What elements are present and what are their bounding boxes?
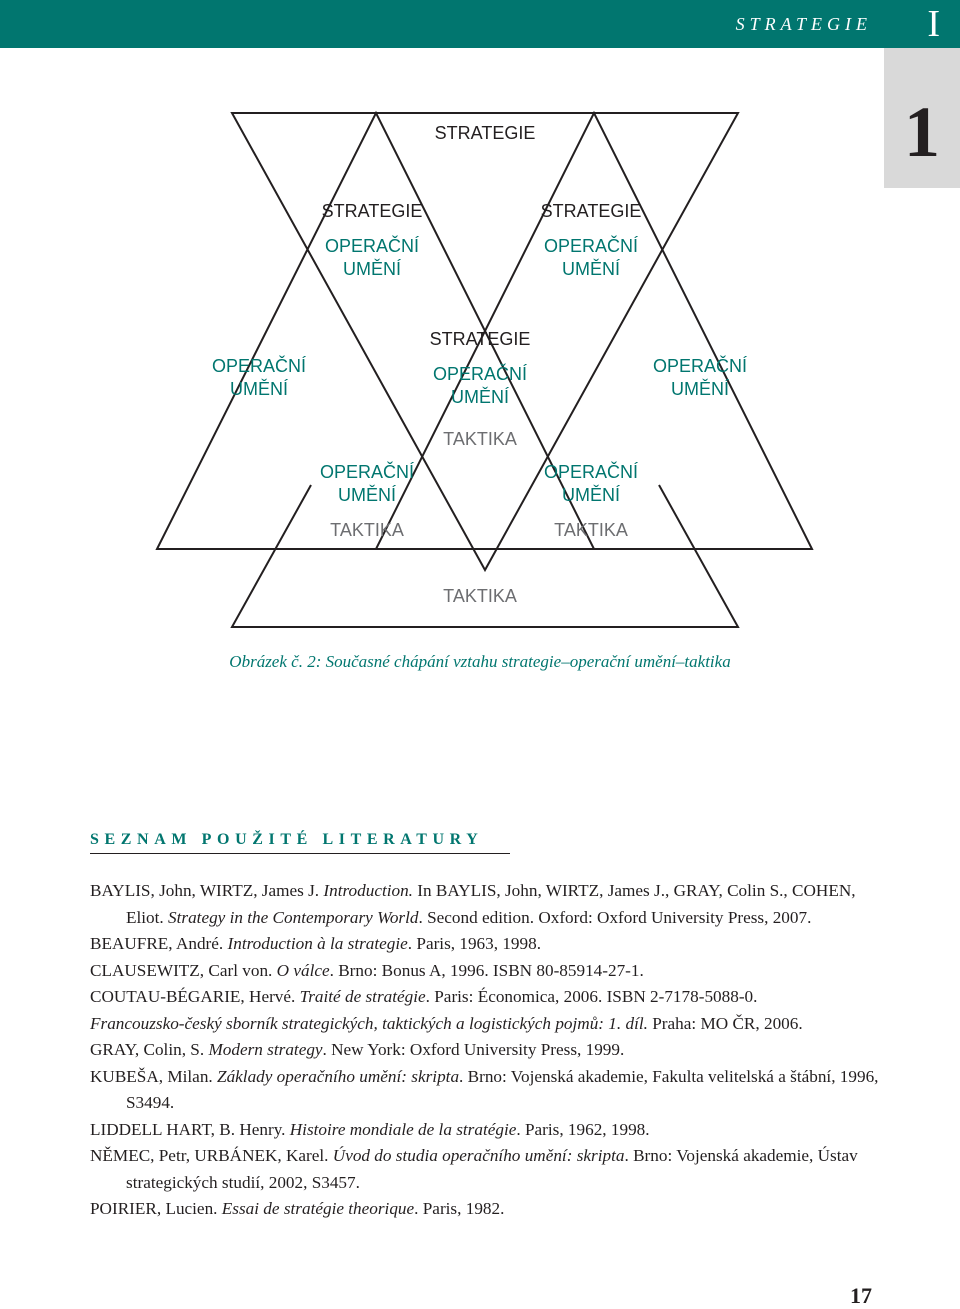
entry-title: Francouzsko-český sborník strategických, taktických a logistických pojmů: 1. díl.	[90, 1013, 648, 1033]
label-left-umeni: UMĚNÍ	[343, 259, 401, 279]
entry-author: BAYLIS, John, WIRTZ, James J.	[90, 881, 324, 900]
entry-author: LIDDELL HART, B. Henry.	[90, 1119, 290, 1139]
label-center-strategie: STRATEGIE	[429, 329, 531, 349]
bibliography-list	[90, 878, 880, 1223]
entry-details: In BAYLIS, John, WIRTZ, James J., GRAY, Colin S., COHEN, Eliot.	[126, 881, 856, 927]
label-lower-left-umeni: UMĚNÍ	[338, 485, 396, 505]
bibliography-entry	[90, 984, 880, 1011]
label-lower-right-operacni: OPERAČNÍ	[543, 462, 639, 482]
entry-title: Modern strategy	[208, 1040, 323, 1059]
label-outer-right-umeni: UMĚNÍ	[671, 379, 729, 399]
label-center-taktika: TAKTIKA	[443, 429, 517, 449]
taktika-triangle	[0, 0, 960, 640]
entry-title: Základy operačního umění: skripta	[217, 1066, 460, 1086]
entry-details: . Paris, 1982.	[414, 1199, 505, 1218]
entry-title: Introduction à la strategie	[227, 934, 408, 953]
chapter-number: 1	[904, 92, 940, 172]
entry-title: Introduction.	[323, 881, 413, 900]
entry-details: . Paris, 1962, 1998.	[516, 1119, 650, 1139]
entry-title: Traité de stratégie	[299, 987, 426, 1006]
label-lower-right-umeni: UMĚNÍ	[562, 485, 620, 505]
bibliography-entry	[90, 1196, 880, 1223]
figure-caption: Obrázek č. 2: Současné chápání vztahu strategie–operační umění–taktika	[229, 652, 731, 671]
running-header-title: STRATEGIE	[735, 14, 872, 34]
entry-details: . Brno: Bonus A, 1996. ISBN 80-85914-27-1.	[329, 960, 644, 980]
entry-author: BEAUFRE, André.	[90, 934, 228, 953]
page-number: 17	[850, 1283, 872, 1308]
bibliography-entry	[90, 1143, 880, 1196]
strategy-diagram	[0, 0, 960, 640]
label-right-strategie: STRATEGIE	[540, 201, 642, 221]
label-left-strategie: STRATEGIE	[321, 201, 423, 221]
label-right-operacni: OPERAČNÍ	[543, 236, 639, 256]
entry-details: . Brno: Vojenská akademie, Ústav strategických studií, 2002, S3457.	[126, 1146, 858, 1192]
label-outer-right-operacni: OPERAČNÍ	[652, 356, 748, 376]
entry-title: Úvod do studia operačního umění: skripta	[332, 1146, 625, 1165]
label-center-operacni: OPERAČNÍ	[432, 364, 528, 384]
entry-details: . Paris, 1963, 1998.	[407, 934, 541, 953]
bibliography-entry	[90, 958, 880, 985]
label-bottom-taktika: TAKTIKA	[443, 586, 517, 606]
label-outer-left-operacni: OPERAČNÍ	[211, 356, 307, 376]
bibliography-entry	[90, 878, 880, 931]
label-lower-right-taktika: TAKTIKA	[554, 520, 628, 540]
bibliography-entry	[90, 1064, 880, 1117]
entry-author: CLAUSEWITZ, Carl von.	[90, 960, 277, 980]
entry-author: COUTAU-BÉGARIE, Hervé.	[90, 987, 300, 1006]
label-left-operacni: OPERAČNÍ	[324, 236, 420, 256]
entry-details: . Paris: Économica, 2006. ISBN 2-7178-5088-0.	[425, 987, 758, 1006]
label-top-strategie: STRATEGIE	[434, 123, 536, 143]
part-roman-numeral: I	[927, 3, 940, 45]
label-lower-left-operacni: OPERAČNÍ	[319, 462, 415, 482]
entry-details: Praha: MO ČR, 2006.	[647, 1013, 803, 1033]
entry-author: POIRIER, Lucien.	[90, 1199, 222, 1218]
entry-author: NĚMEC, Petr, URBÁNEK, Karel.	[90, 1146, 333, 1165]
bibliography-entry	[90, 1011, 880, 1038]
entry-author: KUBEŠA, Milan.	[90, 1066, 218, 1086]
bibliography-heading: SEZNAM POUŽITÉ LITERATURY	[90, 831, 484, 848]
entry-author: GRAY, Colin, S.	[90, 1040, 209, 1059]
label-outer-left-umeni: UMĚNÍ	[230, 379, 288, 399]
bibliography-rule	[90, 853, 510, 854]
entry-details: . New York: Oxford University Press, 1999.	[322, 1040, 625, 1059]
bibliography-entry	[90, 1037, 880, 1064]
label-center-umeni: UMĚNÍ	[451, 387, 509, 407]
entry-title-2: Strategy in the Contemporary World	[168, 907, 419, 927]
bibliography-entry	[90, 931, 880, 958]
entry-details: . Brno: Vojenská akademie, Fakulta velitelská a štábní, 1996, S3494.	[126, 1066, 879, 1112]
entry-title: Essai de stratégie theorique	[221, 1199, 415, 1218]
bibliography-entry	[90, 1117, 880, 1144]
entry-details-2: . Second edition. Oxford: Oxford University Press, 2007.	[418, 907, 812, 927]
entry-title: O válce	[276, 960, 330, 980]
label-lower-left-taktika: TAKTIKA	[330, 520, 404, 540]
entry-title: Histoire mondiale de la stratégie	[289, 1119, 517, 1139]
label-right-umeni: UMĚNÍ	[562, 259, 620, 279]
